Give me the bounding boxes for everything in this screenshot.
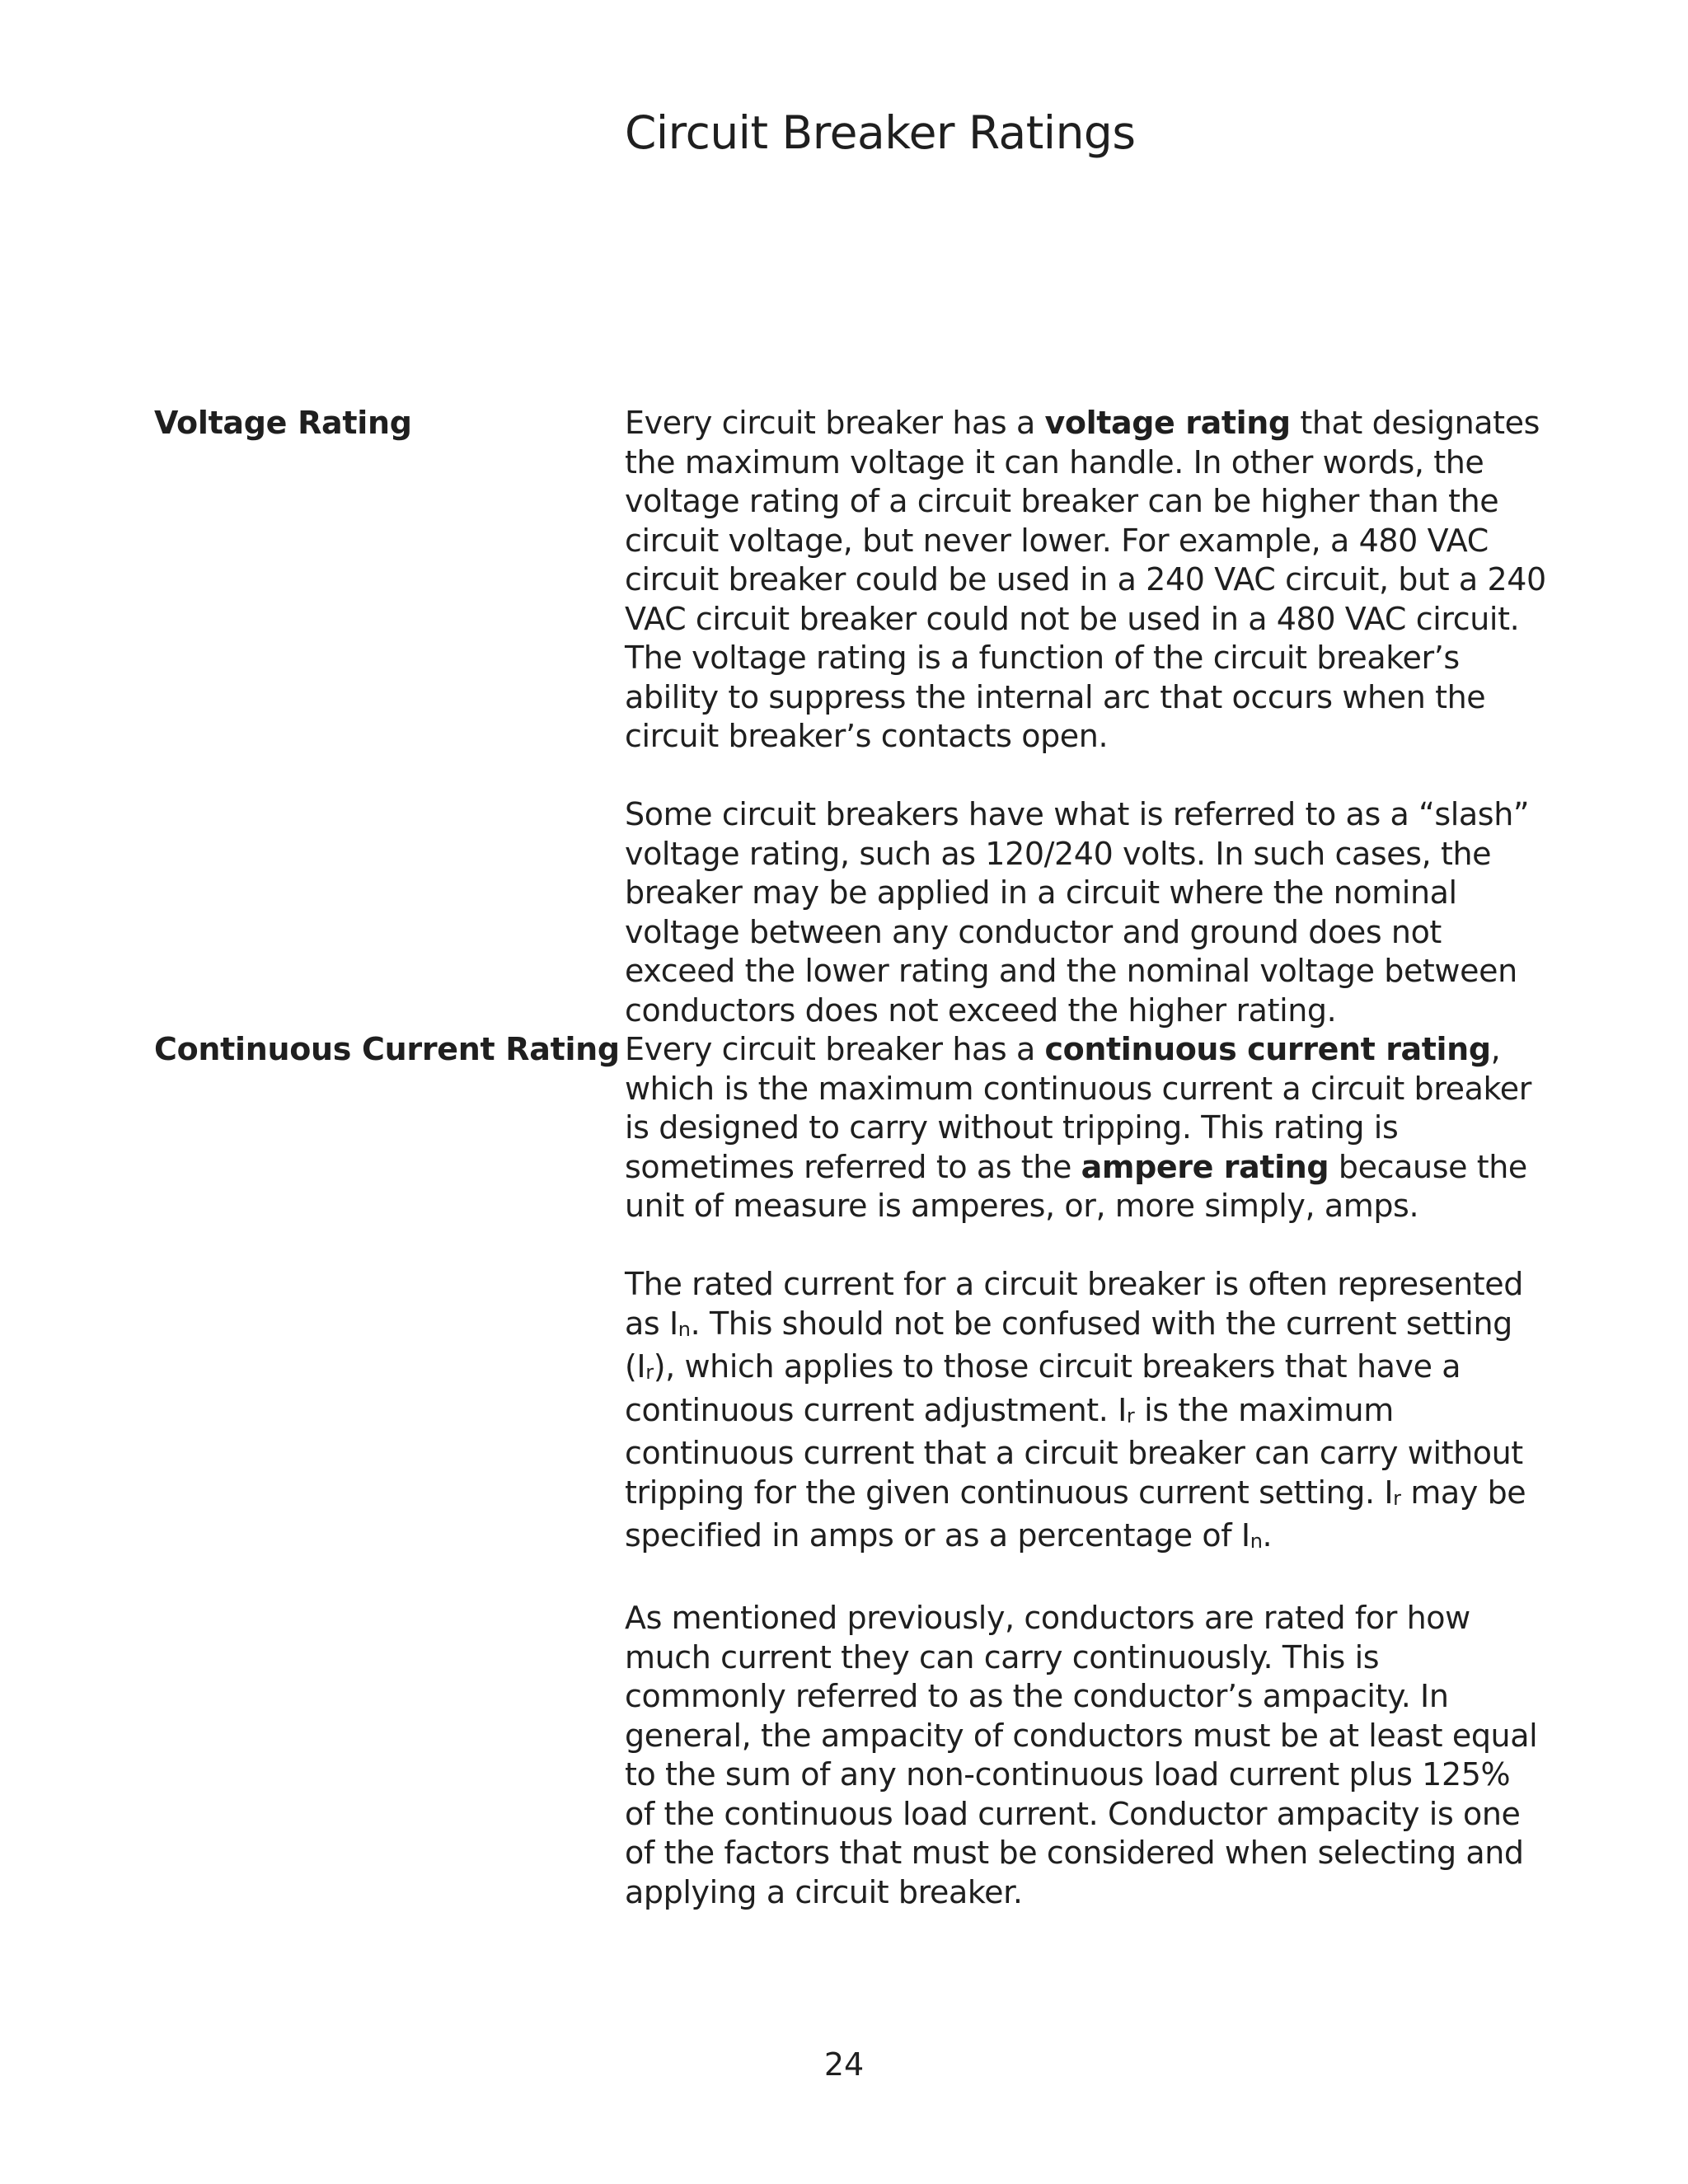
subscript: n xyxy=(1250,1530,1263,1553)
page-title: Circuit Breaker Ratings xyxy=(625,106,1136,159)
section-body xyxy=(625,1030,1548,1952)
bold-term: ampere rating xyxy=(1081,1148,1329,1185)
subscript: r xyxy=(1393,1486,1401,1510)
subscript: n xyxy=(678,1317,691,1341)
section-body xyxy=(625,404,1548,1070)
paragraph: Every circuit breaker has a voltage rating that designates the maximum voltage it can handle. In other words, the voltage rating of a circuit breaker can be higher than the circuit voltage, but never lower. For example, a 480 VAC circuit breaker could be used in a 240 VAC circuit, but a 240 VAC circuit breaker could not be used in a 480 VAC circuit. The voltage rating is a function of the circuit breaker’s ability to suppress the internal arc that occurs when the circuit breaker’s contacts open. xyxy=(625,405,1546,754)
paragraph: The rated current for a circuit breaker is often represented as $I_n$. This should not be confused with the current setting $(I_r)$, which applies to those circuit breakers that have a continuous current adjustment. $I_r$ is the maximum continuous current that a circuit breaker can carry without tripping for the given continuous current setting. $I_r$ may be specified in amps or as a percentage of $I_n$. xyxy=(625,1266,1526,1554)
bold-term: continuous current rating xyxy=(1044,1031,1491,1067)
subscript: r xyxy=(1126,1404,1135,1427)
page-number: 24 xyxy=(823,2046,865,2083)
subscript: r xyxy=(645,1361,654,1384)
section-heading: Continuous Current Rating xyxy=(154,1031,620,1067)
section-heading: Voltage Rating xyxy=(154,405,412,441)
paragraph: Some circuit breakers have what is referred to as a “slash” voltage rating, such as 120/240 volts. In such cases, the breaker may be applied in a circuit where the nominal voltage between any conductor and ground does not exceed the lower rating and the nominal voltage between conductors does not exceed the higher rating. xyxy=(625,796,1530,1029)
paragraph: As mentioned previously, conductors are rated for how much current they can carry continuously. This is commonly referred to as the conductor’s ampacity. In general, the ampacity of conductors must be at least equal to the sum of any non-continuous load current plus 125% of the continuous load current. Conductor ampacity is one of the factors that must be considered when selecting and applying a circuit breaker. xyxy=(625,1600,1538,1910)
bold-term: voltage rating xyxy=(1044,405,1291,441)
paragraph: Every circuit breaker has a continuous current rating, which is the maximum continuous current a circuit breaker is designed to carry without tripping. This rating is sometimes referred to as the ampere rating because the unit of measure is amperes, or, more simply, amps. xyxy=(625,1031,1531,1224)
